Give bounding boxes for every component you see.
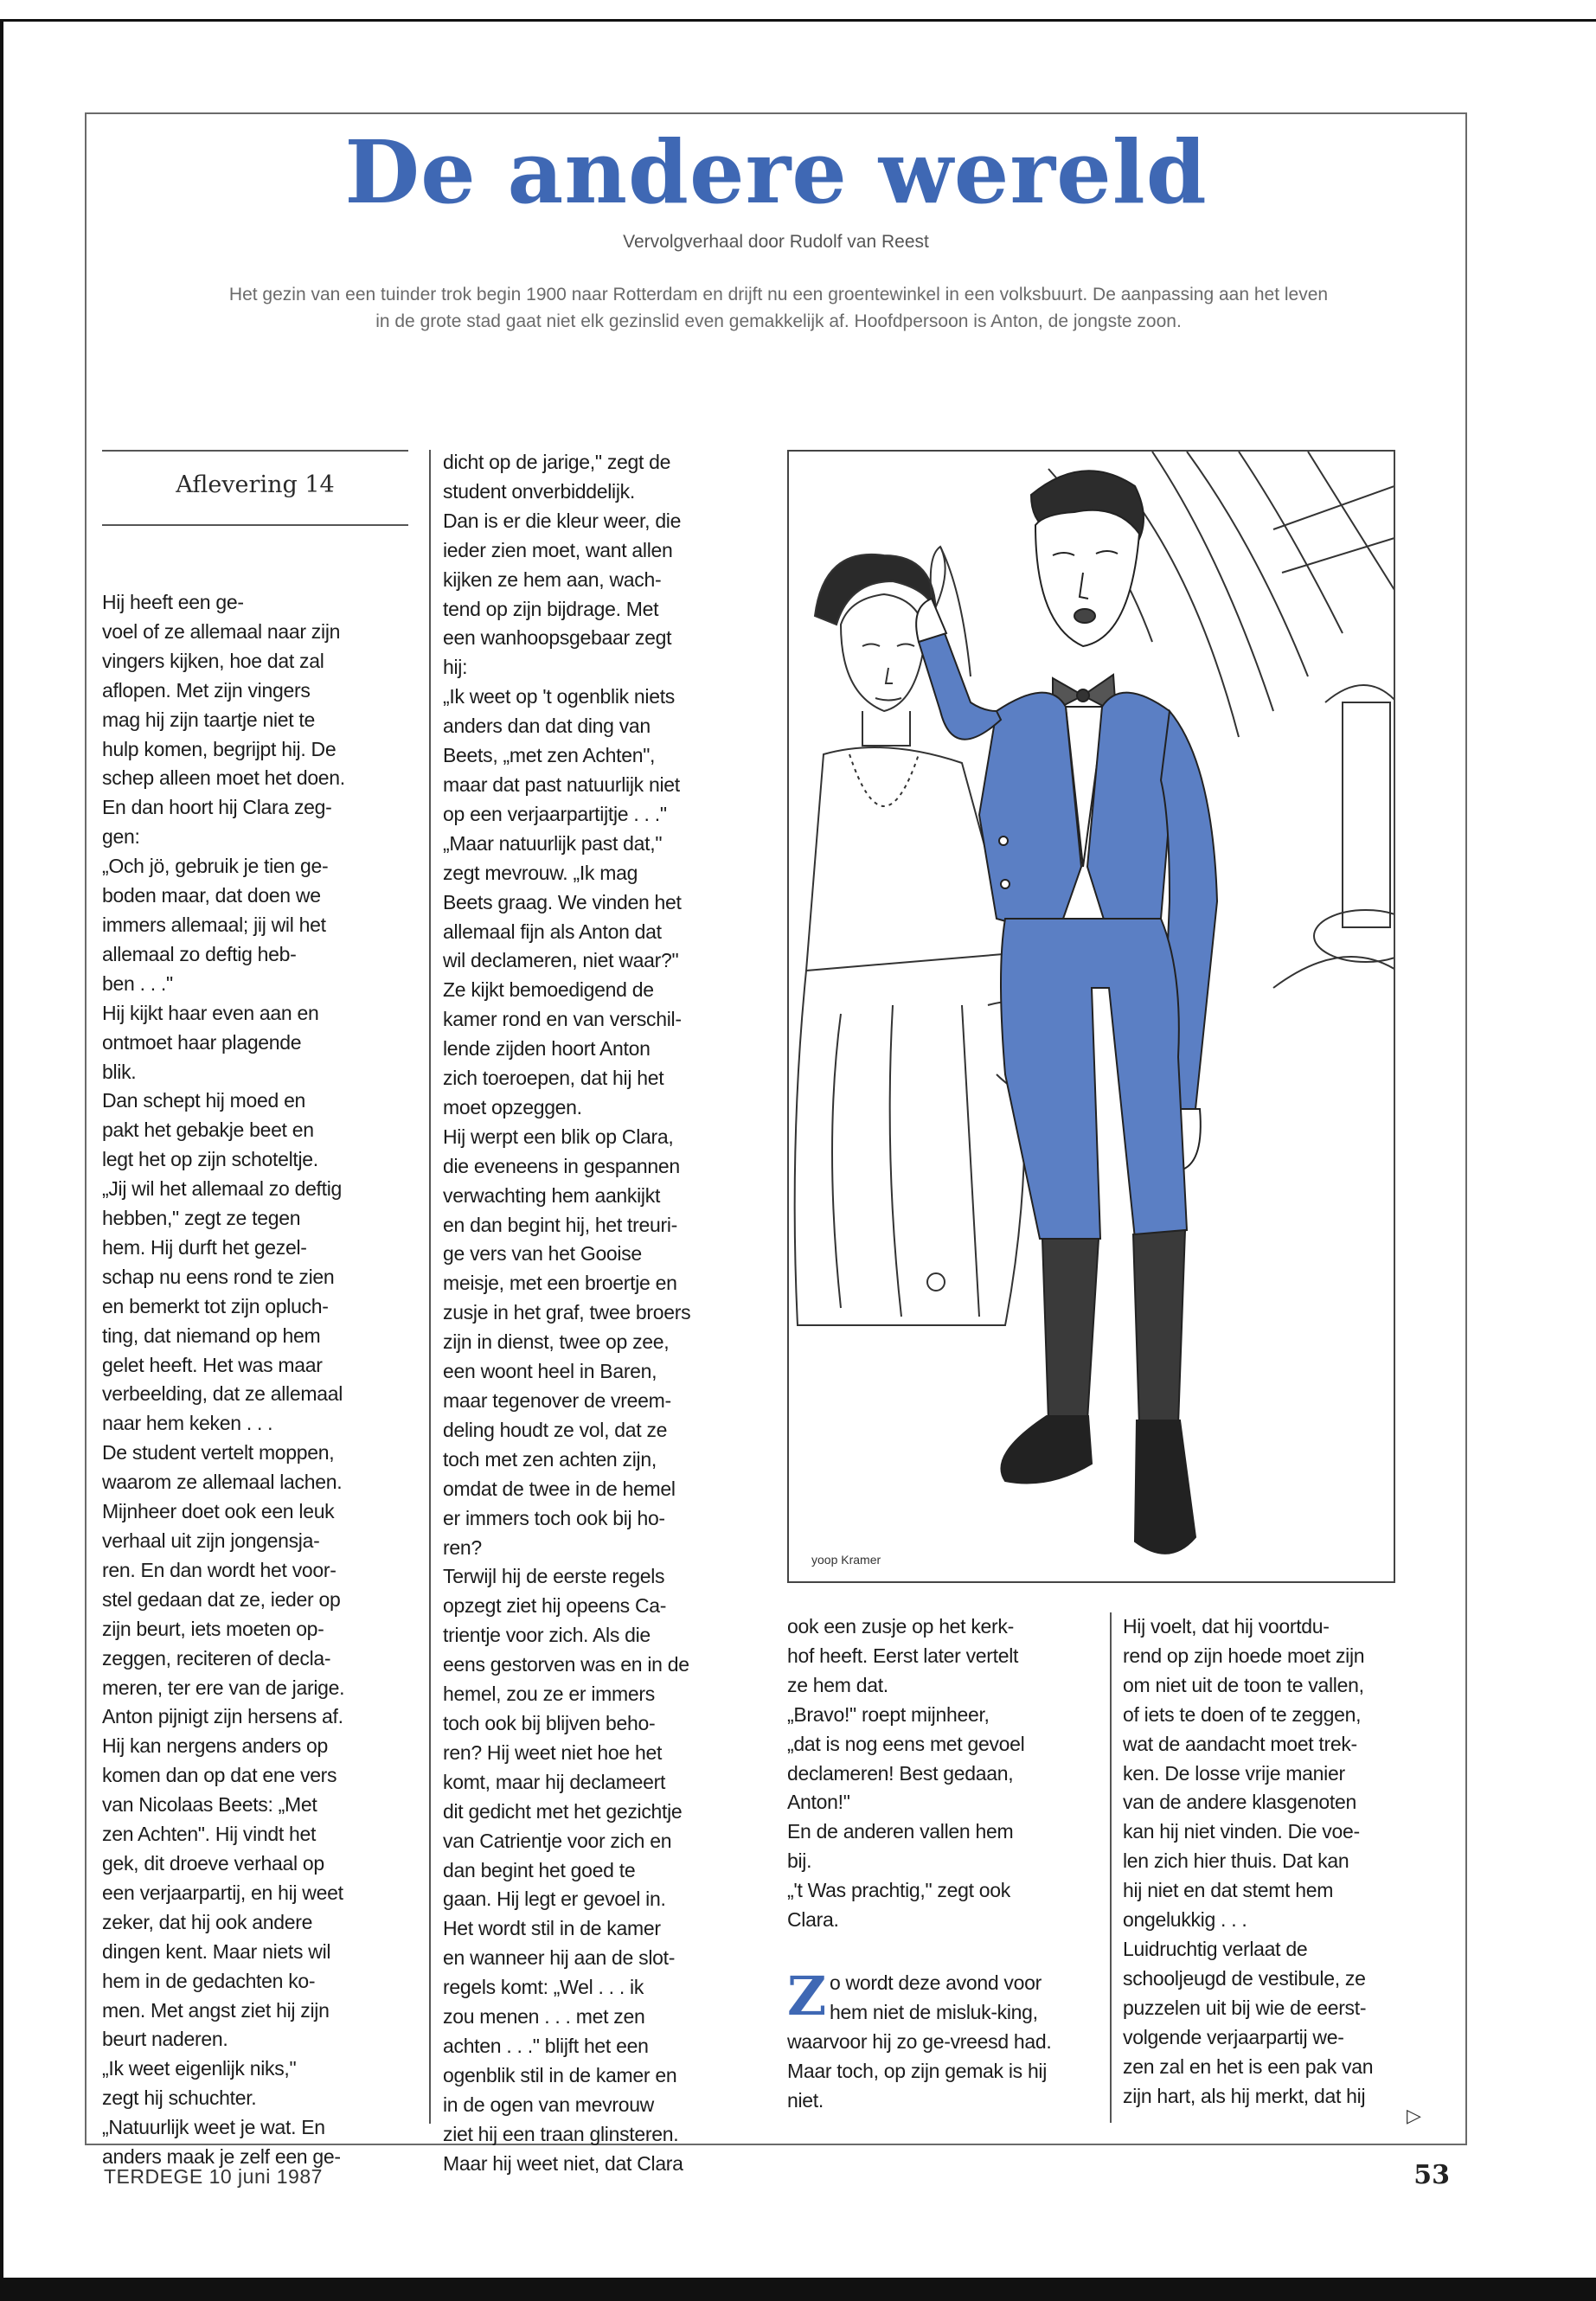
episode-rule-top	[102, 450, 408, 452]
text-column-3: ook een zusje op het kerk- hof heeft. Eerst later vertelt ze hem dat. „Bravo!" roept mijnheer, „dat is nog eens met gevoel declameren! Best gedaan, Anton!" En de anderen vallen hem bij. „'t Was prachtig," zegt ook Clara.	[787, 1615, 1025, 1932]
episode-rule-bottom	[102, 524, 408, 526]
episode-label: Aflevering 14	[176, 471, 335, 498]
page-number: 53	[1413, 2160, 1450, 2190]
drop-cap-letter: Z	[787, 1965, 826, 2028]
article-byline: Vervolgverhaal door Rudolf van Reest	[623, 232, 929, 252]
text-column-1: Hij heeft een ge- voel of ze allemaal naar zijn vingers kijken, hoe dat zal aflopen. Met zijn vingers mag hij zijn taartje niet te hulp komen, begrijpt hij. De schep alleen moet het doen. En dan hoort hij Clara zeg- gen: „Och jö, gebruik je tien ge- boden maar, dat doen we immers allemaal; jij wil het allemaal zo deftig heb- ben . . ." Hij kijkt haar even aan en ontmoet haar plagende blik. Dan schept hij moed en pakt het gebakje beet en legt het op zijn schoteltje. „Jij wil het allemaal zo deftig hebben," zegt ze tegen hem. Hij durft het gezel- schap nu eens rond te zien en bemerkt tot zijn opluch- ting, dat niemand op hem gelet heeft. Het was maar verbeelding, dat ze allemaal naar hem keken . . . De student vertelt moppen, waarom ze allemaal lachen. Mijnheer doet ook een leuk verhaal uit zijn jongensja- ren. En dan wordt het voor- stel gedaan dat ze, ieder op zijn beurt, iets moeten op- zeggen, reciteren of decla- meren, ter ere van de jarige. Anton pijnigt zijn hersens af. Hij kan nergens anders op komen dan op dat ene vers van Nicolaas Beets: „Met zen Achten". Hij vindt het gek, dit droeve verhaal op een verjaarpartij, en hij weet zeker, dat hij ook andere dingen kent. Maar niets wil hem in de gedachten ko- men. Met angst ziet hij zijn beurt naderen. „Ik weet eigenlijk niks," zegt hij schuchter. „Natuurlijk weet je wat. En anders maak je zelf een ge-	[102, 591, 345, 2169]
text-column-3-continuation	[787, 1965, 1073, 2116]
illustrator-signature: yoop Kramer	[811, 1553, 881, 1567]
article-title: De andere wereld	[344, 121, 1208, 223]
scan-edge-top	[0, 19, 1596, 22]
article-intro: Het gezin van een tuinder trok begin 1900 naar Rotterdam en drijft nu een groentewinkel in een volksbuurt. De aanpassing aan het leven in de grote stad gaat niet elk gezinslid even gemakkelijk af. Hoofdpersoon is Anton, de jongste zoon.	[228, 285, 1329, 331]
drop-cap-paragraph: o wordt deze avond voor hem niet de misluk-king, waarvoor hij zo ge-vreesd had. Maar toch, op zijn gemak is hij niet.	[787, 1971, 1052, 2112]
scan-edge-bottom	[0, 2278, 1596, 2301]
text-column-2: dicht op de jarige," zegt de student onverbiddelijk. Dan is er die kleur weer, die ieder zien moet, want allen kijken ze hem aan, wach- tend op zijn bijdrage. Met een wanhoopsgebaar zegt hij: „Ik weet op 't ogenblik niets anders dan dat ding van Beets, „met zen Achten", maar dat past natuurlijk niet op een verjaarpartijtje . . ." „Maar natuurlijk past dat," zegt mevrouw. „Ik mag Beets graag. We vinden het allemaal fijn als Anton dat wil declameren, niet waar?" Ze kijkt bemoedigend de kamer rond en van verschil- lende zijden hoort Anton zich toeroepen, dat hij het moet opzeggen. Hij werpt een blik op Clara, die eveneens in gespannen verwachting hem aankijkt en dan begint hij, het treuri- ge vers van het Gooise meisje, met een broertje en zusje in het graf, twee broers zijn in dienst, twee op zee, een woont heel in Baren, maar tegenover de vreem- deling houdt ze vol, dat ze toch met zen achten zijn, omdat de twee in de hemel er immers toch ook bij ho- ren? Terwijl hij de eerste regels opzegt ziet hij opeens Ca- trientje voor zich. Als die eens gestorven was en in de hemel, zou ze er immers toch ook bij blijven beho- ren? Hij weet niet hoe het komt, maar hij declameert dit gedicht met het gezichtje van Catrientje voor zich en dan begint het goed te gaan. Hij legt er gevoel in. Het wordt stil in de kamer en wanneer hij aan de slot- regels komt: „Wel . . . ik zou menen . . . met zen achten . . ." blijft het een ogenblik stil in de kamer en in de ogen van mevrouw ziet hij een traan glinsteren. Maar hij weet niet, dat Clara	[443, 451, 691, 2175]
text-column-4: Hij voelt, dat hij voortdu- rend op zijn hoede moet zijn om niet uit de toon te vallen, of iets te doen of te zeggen, wat de aandacht moet trek- ken. De losse vrije manier van de andere klasgenoten kan hij niet vinden. Die voe- len zich hier thuis. Dat kan hij niet en dat stemt hem ongelukkig . . . Luidruchtig verlaat de schooljeugd de vestibule, ze puzzelen uit bij wie de eerst- volgende verjaarpartij we- zen zal en het is een pak van zijn hart, als hij merkt, dat hij	[1123, 1615, 1374, 2107]
column-divider-3	[1110, 1612, 1112, 2123]
scan-edge-left	[0, 19, 3, 2285]
illustration-drawing	[789, 452, 1395, 1583]
column-divider-1	[429, 450, 431, 2124]
publication-footer: TERDEGE 10 juni 1987	[104, 2165, 323, 2188]
continue-arrow-icon: ▷	[1407, 2105, 1421, 2126]
story-illustration	[787, 450, 1395, 1583]
